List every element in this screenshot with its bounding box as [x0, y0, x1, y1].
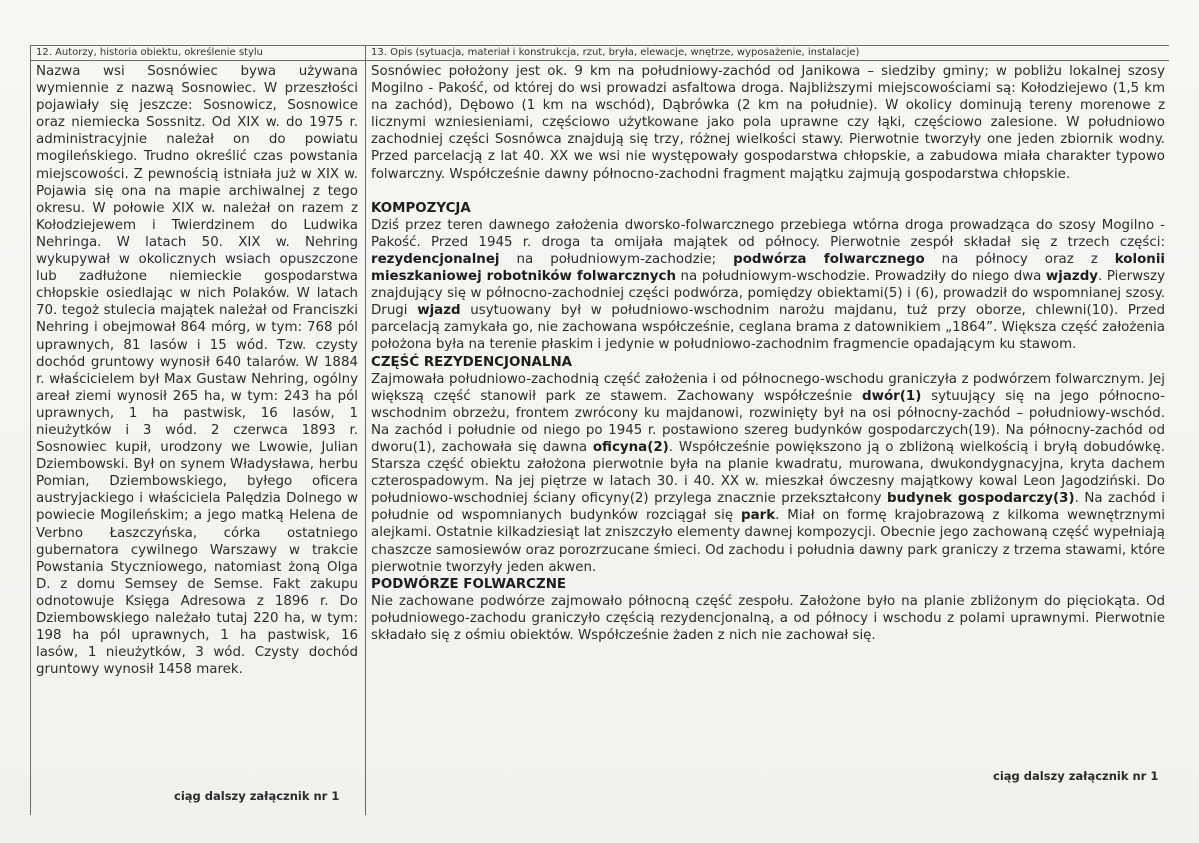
- rezydencjonalna-paragraph: Zajmowała południowo-zachodnią część założenia i od północnego-wschodu graniczyła z podwórzem folwarcznym. Jej większą część stanowił park ze stawem. Zachowany współcześnie dwór(1) sytuujący się na jego północno-wschodnim obrzeżu, frontem zwrócony ku majdanowi, rozwinięty był na osi północny-zachód – południowy-wschód. Na zachód i południe od niego po 1945 r. postawiono szereg budynków gospodarczych(19). Na północny-zachód od dworu(1), zachowała się dawna oficyna(2). Współcześnie powiększono ją o zbliżoną wielkością i bryłą dobudówkę. Starsza część obiektu założona pierwotnie była na planie kwadratu, murowana, dwukondygnacyjna, kryta dachem czterospadowym. Na jej piętrze w latach 30. i 40. XX w. mieszkał ówczesny majątkowy kowal Leon Jagodziński. Do południowo-wschodniej ściany oficyny(2) przylega znacznie przekształcony budynek gospodarczy(3). Na zachód i południe od wspomnianych budynków rozciągał się park. Miał on formę krajobrazową z kilkoma wewnętrznymi alejkami. Ostatnie kilkadziesiąt lat zniszczyło elementy dawnej kompozycji. Obecnie jego zachowaną część wypełniają chaszcze samosiewów oraz porozrzucane śmieci. Od zachodu i południa dawny park graniczy z trzema stawami, które pierwotnie tworzyły jeden akwen.: [371, 371, 1166, 575]
- left-column-header: 12. Autorzy, historia obiektu, określenie stylu: [36, 47, 264, 58]
- history-column: [36, 63, 358, 678]
- left-border: [30, 45, 31, 815]
- term-dwor: dwór(1): [862, 388, 922, 404]
- term-rezydencjonalnej: rezydencjonalnej: [371, 251, 500, 267]
- term-wjazd: wjazd: [417, 303, 461, 319]
- term-kolonii-mieszkaniowej: kolonii mieszkaniowej robotników folwarcznych: [371, 251, 1166, 285]
- right-footer-note: ciąg dalszy załącznik nr 1: [993, 769, 1159, 783]
- kompozycja-paragraph: Dziś przez teren dawnego założenia dworsko-folwarcznego przebiega wtórna droga prowadząca do szosy Mogilno - Pakość. Przed 1945 r. droga ta omijała majątek od północy. Pierwotnie zespół składał się z trzech części: rezydencjonalnej na południowym-zachodzie; podwórza folwarcznego na północy oraz z kolonii mieszkaniowej robotników folwarcznych na południowym-wschodzie. Prowadziły do niego dwa wjazdy. Pierwszy znajdujący się w północno-zachodniej części podwórza, pomiędzy obiektami(5) i (6), prowadził do wspomnianej szosy. Drugi wjazd usytuowany był w południowo-wschodnim narożu majdanu, tuż przy oborze, chlewni(10). Przed parcelacją zamykała go, nie zachowana współcześnie, ceglana brama z datownikiem „1864”. Większa część założenia położona była na terenie płaskim i jedynie w południowo-zachodnim fragmencie opadającym ku stawom.: [371, 217, 1166, 353]
- term-oficyna: oficyna(2): [592, 439, 669, 455]
- history-text: Nazwa wsi Sosnówiec bywa używana wymiennie z nazwą Sosnowiec. W przeszłości pojawiały się jeszcze: Sosnowicz, Sosnowice oraz niemiecka Sossnitz. Od XIX w. do 1975 r. administracyjnie należał on do powiatu mogileńskiego. Trudno określić czas powstania miejscowości. Z pewnością istniała już w XIX w. Pojawia się ona na mapie archiwalnej z tego okresu. W połowie XIX w. należał on razem z Kołodziejewem i Twierdzinem do Ludwika Nehringa. W latach 50. XIX w. Nehring wykupywał w okolicznych wsiach opuszczone lub zadłużone niemieckie gospodarstwa chłopskie osiedlając w nich Polaków. W latach 70. tegoż stulecia majątek należał od Franciszki Nehring i obejmował 864 mórg, w tym: 768 pól uprawnych, 81 lasów i 15 wód. Tzw. czysty dochód gruntowy wynosił 640 talarów. W 1884 r. właścicielem był Max Gustaw Nehring, ogólny areał ziemi wynosił 265 ha, w tym: 243 ha pól uprawnych, 1 ha pastwisk, 16 lasów, 1 nieużytków i 3 wód. 2 czerwca 1893 r. Sosnowiec kupił, urodzony we Lwowie, Julian Dziembowski. Był on synem Władysława, herbu Pomian, Dziembowskiego, byłego oficera austryjackiego i właściciela Palędzia Dolnego w powiecie Mogileńskim; a jego matką Helena de Verbno Łaszczyńska, córka ostatniego gubernatora cywilnego Warszawy w trakcie Powstania Styczniowego, natomiast żoną Olga D. z domu Semsey de Semse. Fakt zakupu odnotowuje Księga Adresowa z 1896 r. Do Dziembowskiego należało tutaj 220 ha, w tym: 198 ha pól uprawnych, 1 ha pastwisk, 16 lasów, 1 nieużytków, 3 wód. Czysty dochód gruntowy wynosił 1458 marek.: [36, 64, 358, 678]
- right-column-header: 13. Opis (sytuacja, materiał i konstrukcja, rzut, bryła, elewacje, wnętrze, wyposażenie, instalacje): [371, 47, 860, 58]
- term-park: park: [740, 508, 776, 524]
- table-top-border: [30, 45, 1169, 46]
- location-paragraph: Sosnówiec położony jest ok. 9 km na południowy-zachód od Janikowa – siedziby gminy; w pobliżu lokalnej szosy Mogilno - Pakość, od której do wsi prowadzi asfaltowa droga. Najbliższymi miejscowościami są: Kołodziejewo (1,5 km na zachód), Dębowo (1 km na wschód), Dąbrówka (2 km na południe). W okolicy dominują tereny morenowe z licznymi wzniesieniami, częściowo użytkowane jako pola uprawne czy łąki, częściowo zalesione. W południowo zachodniej części Sosnówca znajdują się trzy, różnej wielkości stawy. Pierwotnie tworzyły one jeden zbiornik wodny. Przed parcelacją z lat 40. XX we wsi nie występowały gospodarstwa chłopskie, a zabudowa miała charakter typowo folwarczny. Współcześnie dawny północno-zachodni fragment majątku zajmują gospodarstwa chłopskie.: [371, 64, 1165, 182]
- left-footer-note: ciąg dalszy załącznik nr 1: [174, 789, 340, 803]
- term-budynek-gospodarczy: budynek gospodarczy(3): [886, 491, 1075, 507]
- description-column: [371, 63, 1165, 644]
- section-heading-kompozycja: KOMPOZYCJA: [371, 200, 471, 216]
- header-divider: [30, 60, 1169, 61]
- term-podworza-folwarcznego: podwórza folwarcznego: [733, 251, 925, 267]
- column-divider: [365, 45, 366, 815]
- term-wjazdy: wjazdy: [1045, 269, 1099, 285]
- podworze-paragraph: Nie zachowane podwórze zajmowało północną część zespołu. Założone było na planie zbliżonym do pięciokąta. Od południowego-zachodu graniczyło częścią rezydencjonalną, a od północy i wschodu z polami uprawnymi. Pierwotnie składało się z ośmiu obiektów. Współcześnie żaden z nich nie zachował się.: [371, 593, 1165, 643]
- section-heading-podworze: PODWÓRZE FOLWARCZNE: [371, 576, 567, 592]
- section-heading-rezydencjonalna: CZĘŚĆ REZYDENCJONALNA: [371, 354, 573, 370]
